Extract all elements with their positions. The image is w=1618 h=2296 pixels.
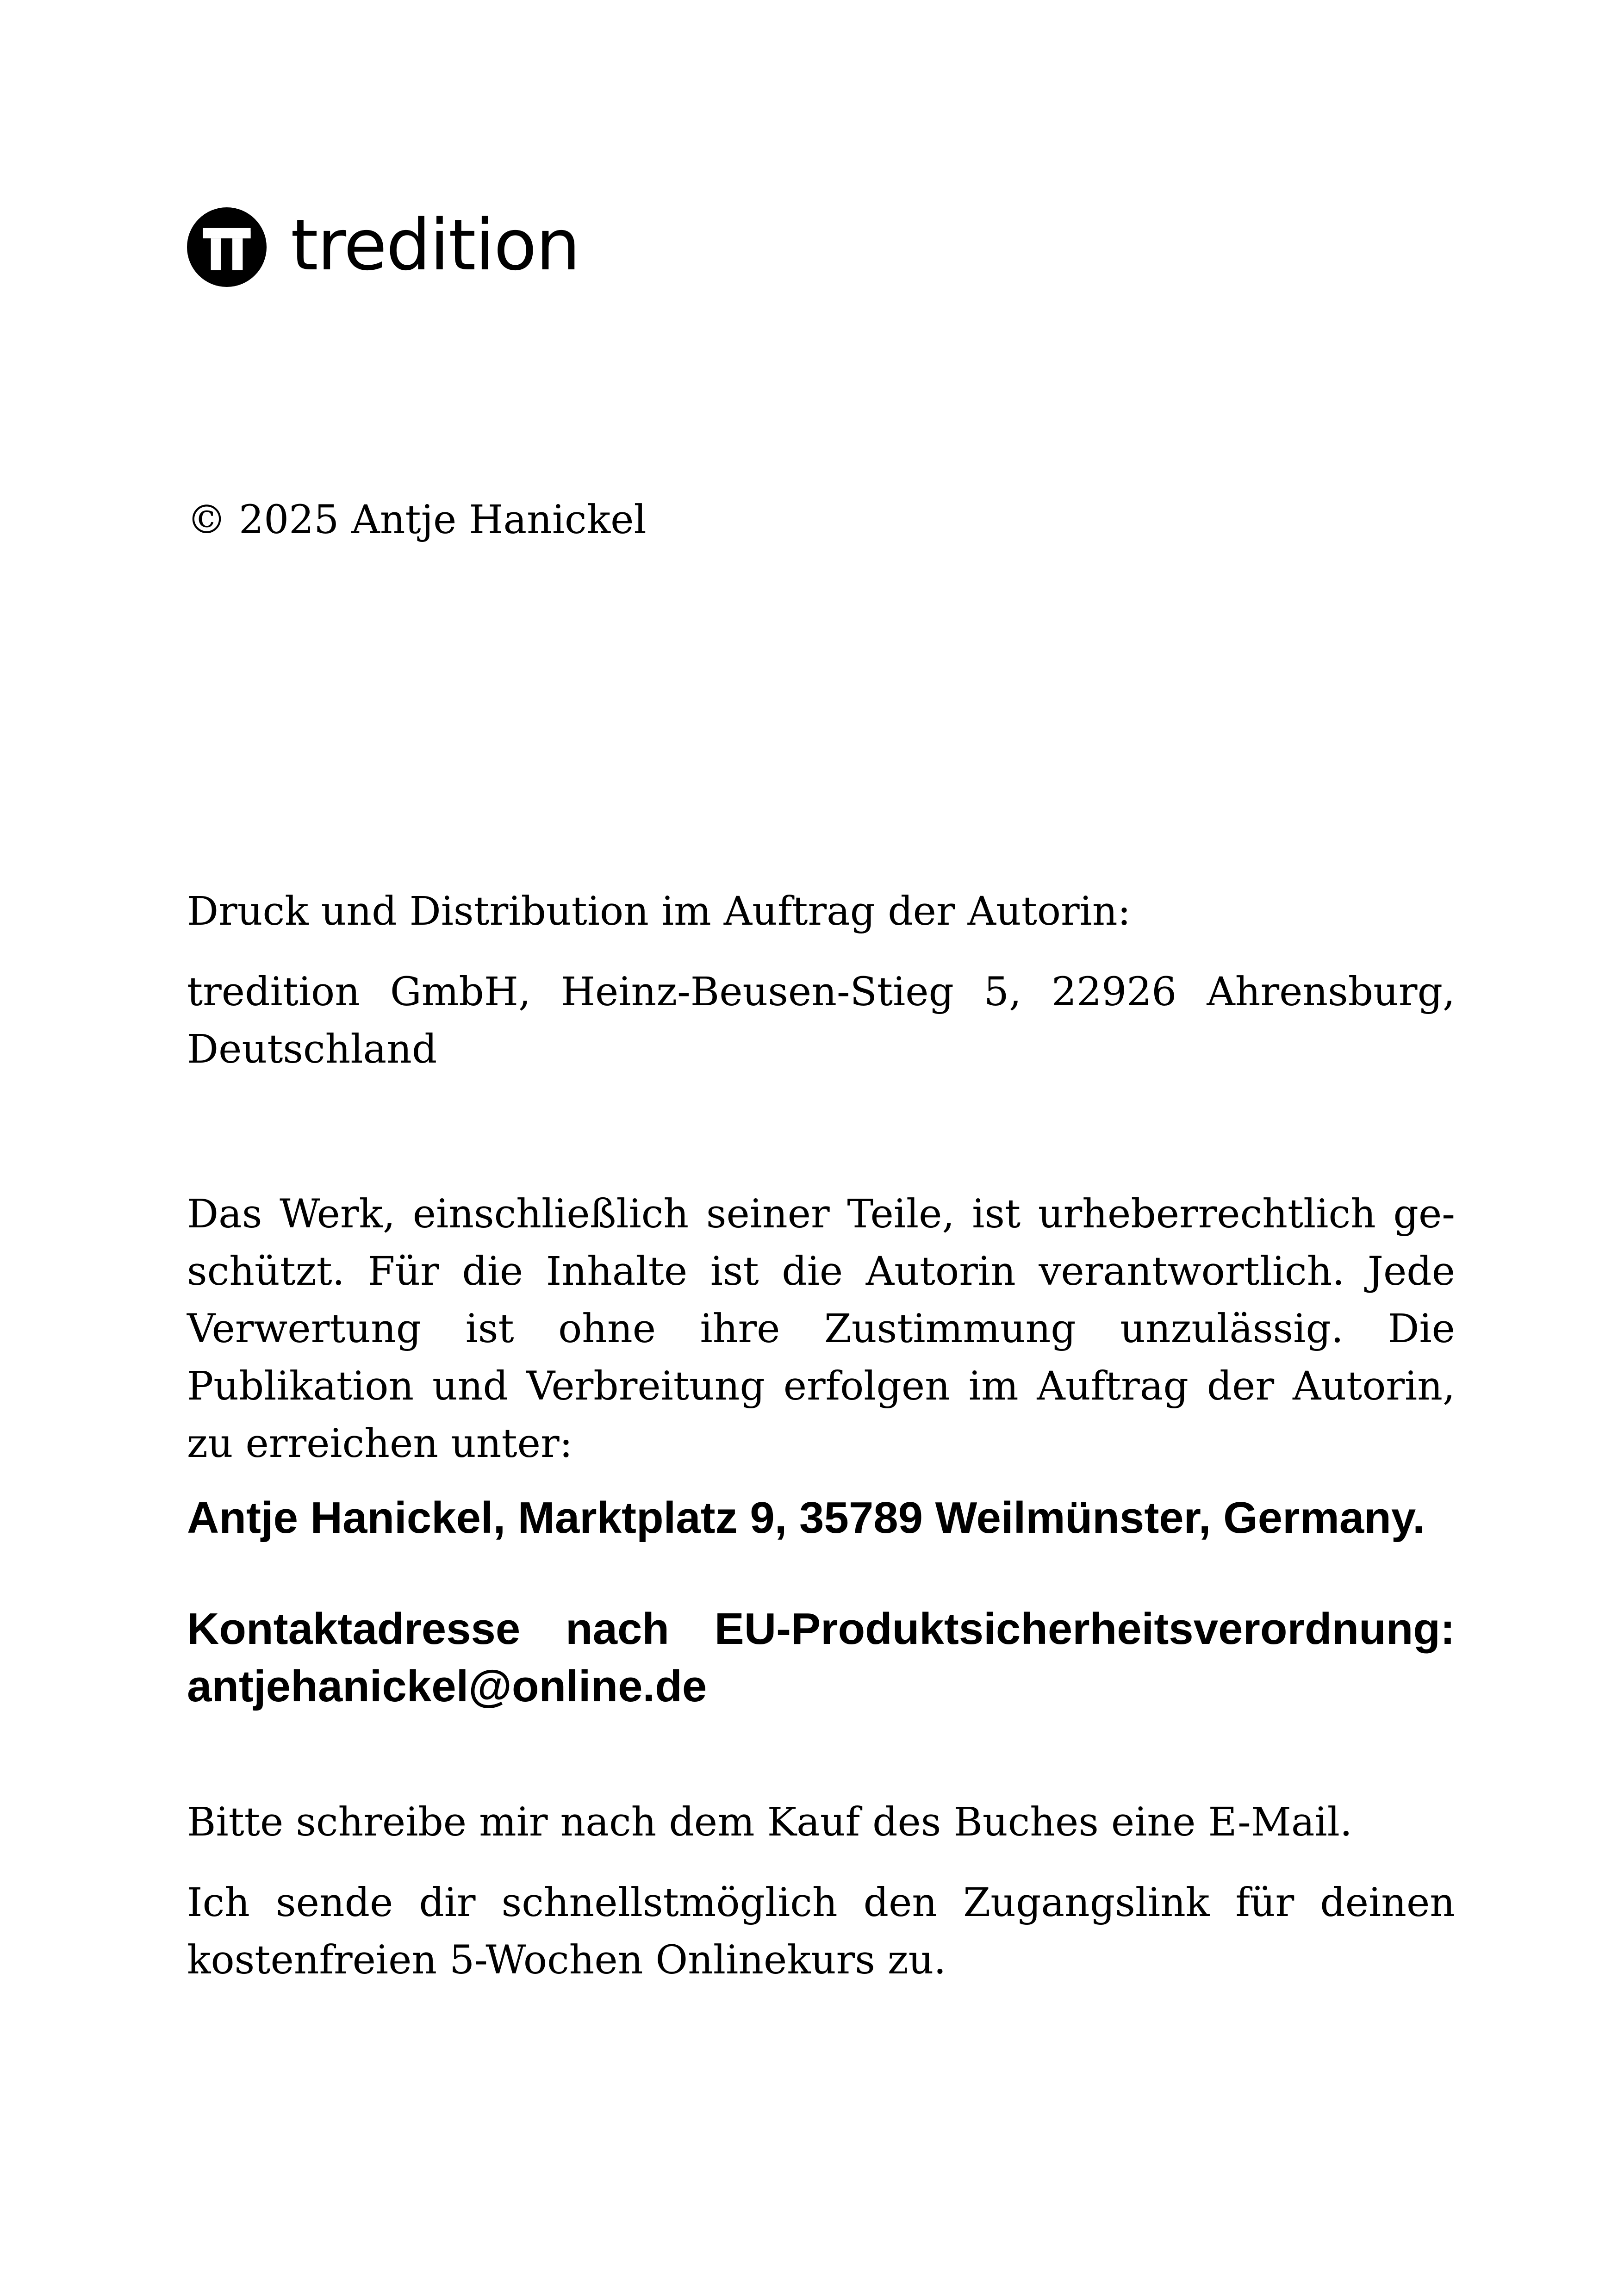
publisher-logo (187, 204, 580, 287)
printer-address: tredition GmbH, Heinz-Beusen-Stieg 5, 22926 Ahrensburg, Deutschland (187, 969, 1455, 1072)
contact-label: Kontaktadresse nach EU-Produktsicherheitsverordnung: (187, 1604, 1455, 1654)
author-address: Antje Hanickel, Marktplatz 9, 35789 Weilmünster, Germany. (187, 1493, 1425, 1543)
copyright-notice: Das Werk, einschließlich seiner Teile, ist urheberrechtlich geschützt. Für die Inhalte ist die Autorin verantwortlich. Jede Verwertung ist ohne ihre Zustimmung unzulässig. Die Publikation und Verbreitung erfolgen im Auftrag der Autorin, zu erreichen unter: (187, 1191, 1455, 1467)
course-note: Ich sende dir schnellstmöglich den Zugangslink für deinen kostenfreien 5-Wochen Onlinekurs zu. (187, 1880, 1455, 1983)
after-purchase-note: Bitte schreibe mir nach dem Kauf des Buches eine E-Mail. (187, 1799, 1352, 1845)
tredition-logo-icon (187, 207, 267, 287)
publisher-wordmark: tredition (291, 204, 580, 286)
print-heading: Druck und Distribution im Auftrag der Autorin: (187, 889, 1131, 934)
contact-email: antjehanickel@online.de (187, 1661, 707, 1711)
copyright-line: © 2025 Antje Hanickel (187, 497, 647, 543)
contact-block (187, 1600, 1455, 1715)
